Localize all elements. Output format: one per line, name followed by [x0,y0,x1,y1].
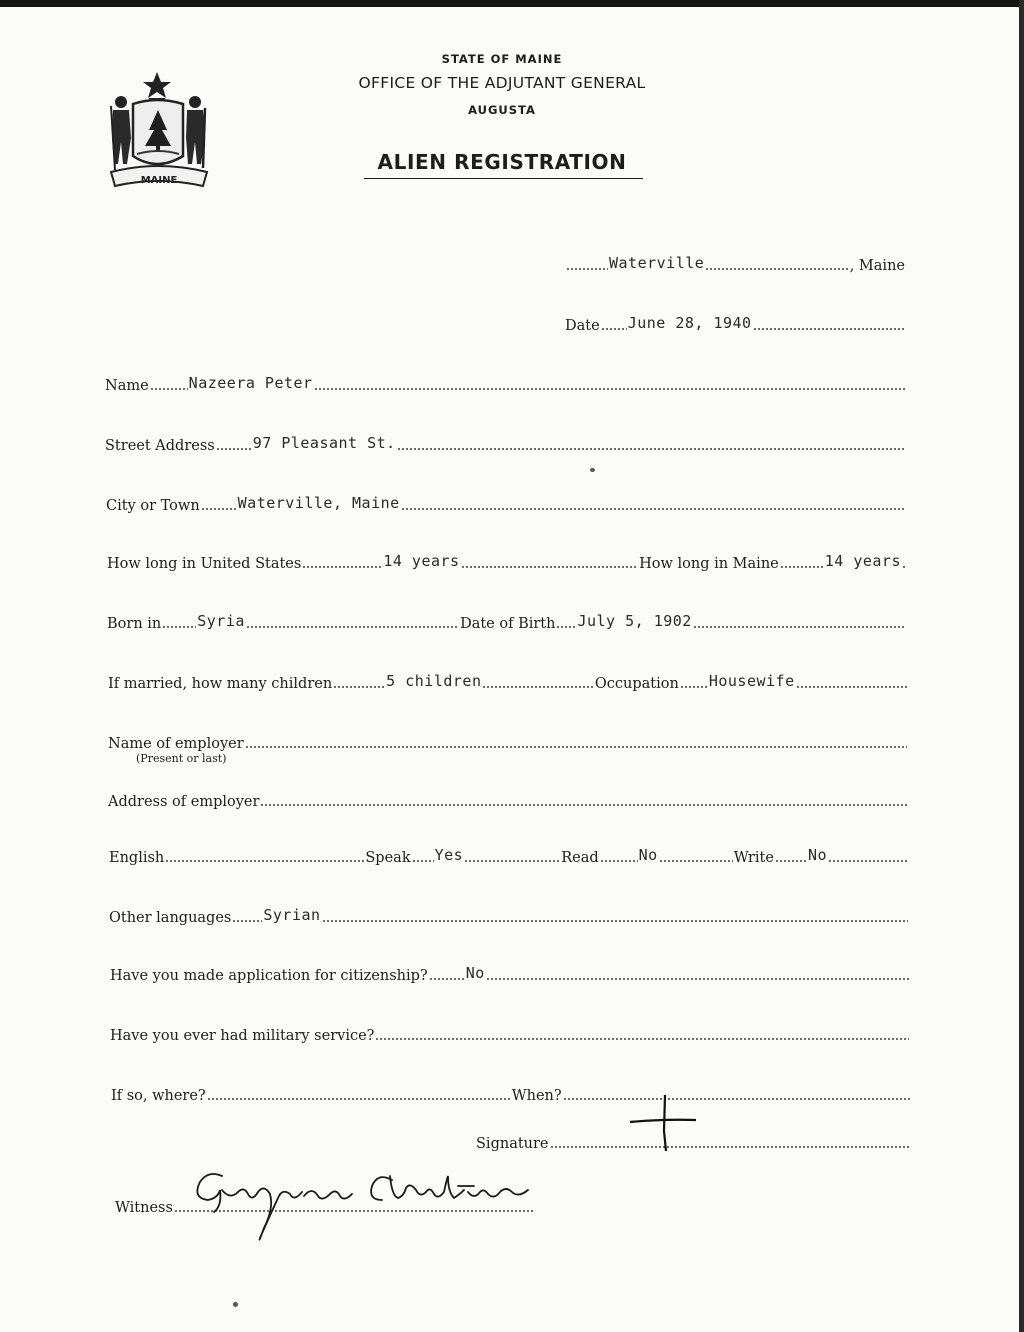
occupation-value: Housewife [708,672,795,690]
where-label: If so, where? [111,1087,206,1104]
read-value: No [638,846,658,864]
occupation-label: Occupation [594,675,679,692]
scan-right-border [1019,0,1024,1332]
military-label: Have you ever had military service? [110,1027,375,1044]
maine-duration-value: 14 years [824,552,901,570]
city-value: Waterville, Maine [237,494,400,512]
born-label: Born in [107,615,162,632]
witness-handwritten-signature [178,1168,548,1250]
city-label: City or Town [106,497,200,514]
street-row [105,424,906,454]
name-value: Nazeera Peter [188,374,313,392]
place-value: Waterville [609,254,705,272]
where-row [111,1074,911,1104]
scan-top-border [0,0,1024,7]
us-duration-value: 14 years [383,552,460,570]
military-row [110,1014,910,1044]
employer-row [108,722,908,765]
signature-label: Signature [476,1135,549,1152]
seal-motto-text: MAINE [140,175,178,186]
city-row [106,484,906,514]
name-label: Name [105,377,149,394]
employer-address-row [108,780,908,810]
state-heading: STATE OF MAINE [441,52,563,66]
citizenship-value: No [465,964,485,982]
signature-cross-mark-icon [628,1093,698,1155]
form-title: ALIEN REGISTRATION [377,150,627,174]
street-value: 97 Pleasant St. [252,434,396,452]
scan-speck [233,1302,238,1307]
languages-row [109,896,909,926]
dob-value: July 5, 1902 [577,612,692,630]
speak-label: Speak [365,849,411,866]
citizenship-label: Have you made application for citizenship? [110,967,428,984]
children-row [108,662,908,692]
street-label: Street Address [105,437,215,454]
duration-row [107,542,907,572]
scan-speck [590,468,595,472]
place-row [565,244,905,274]
when-label: When? [511,1087,562,1104]
title-underline [364,178,643,179]
citizenship-row [110,954,910,984]
date-row [565,304,905,334]
write-value: No [807,846,827,864]
us-duration-label: How long in United States [107,555,302,572]
speak-value: Yes [434,846,464,864]
birth-row [107,602,907,632]
office-heading: OFFICE OF THE ADJUTANT GENERAL [358,74,646,92]
employer-address-label: Address of employer [108,793,260,810]
maine-duration-label: How long in Maine [639,555,779,572]
english-row [109,836,909,866]
dob-label: Date of Birth [460,615,556,632]
languages-value: Syrian [263,906,321,924]
date-label: Date [565,317,600,334]
languages-label: Other languages [109,909,232,926]
employer-label: Name of employer [108,735,244,752]
city-heading: AUGUSTA [468,103,536,117]
children-label: If married, how many children [108,675,333,692]
english-label: English [109,849,165,866]
born-value: Syria [197,612,245,630]
read-label: Read [561,849,599,866]
date-value: June 28, 1940 [627,314,752,332]
employer-sublabel: (Present or last) [136,752,227,765]
name-row [105,364,906,394]
children-value: 5 children [386,672,482,690]
write-label: Write [733,849,774,866]
witness-label: Witness [115,1199,173,1216]
place-suffix: , Maine [849,257,905,274]
